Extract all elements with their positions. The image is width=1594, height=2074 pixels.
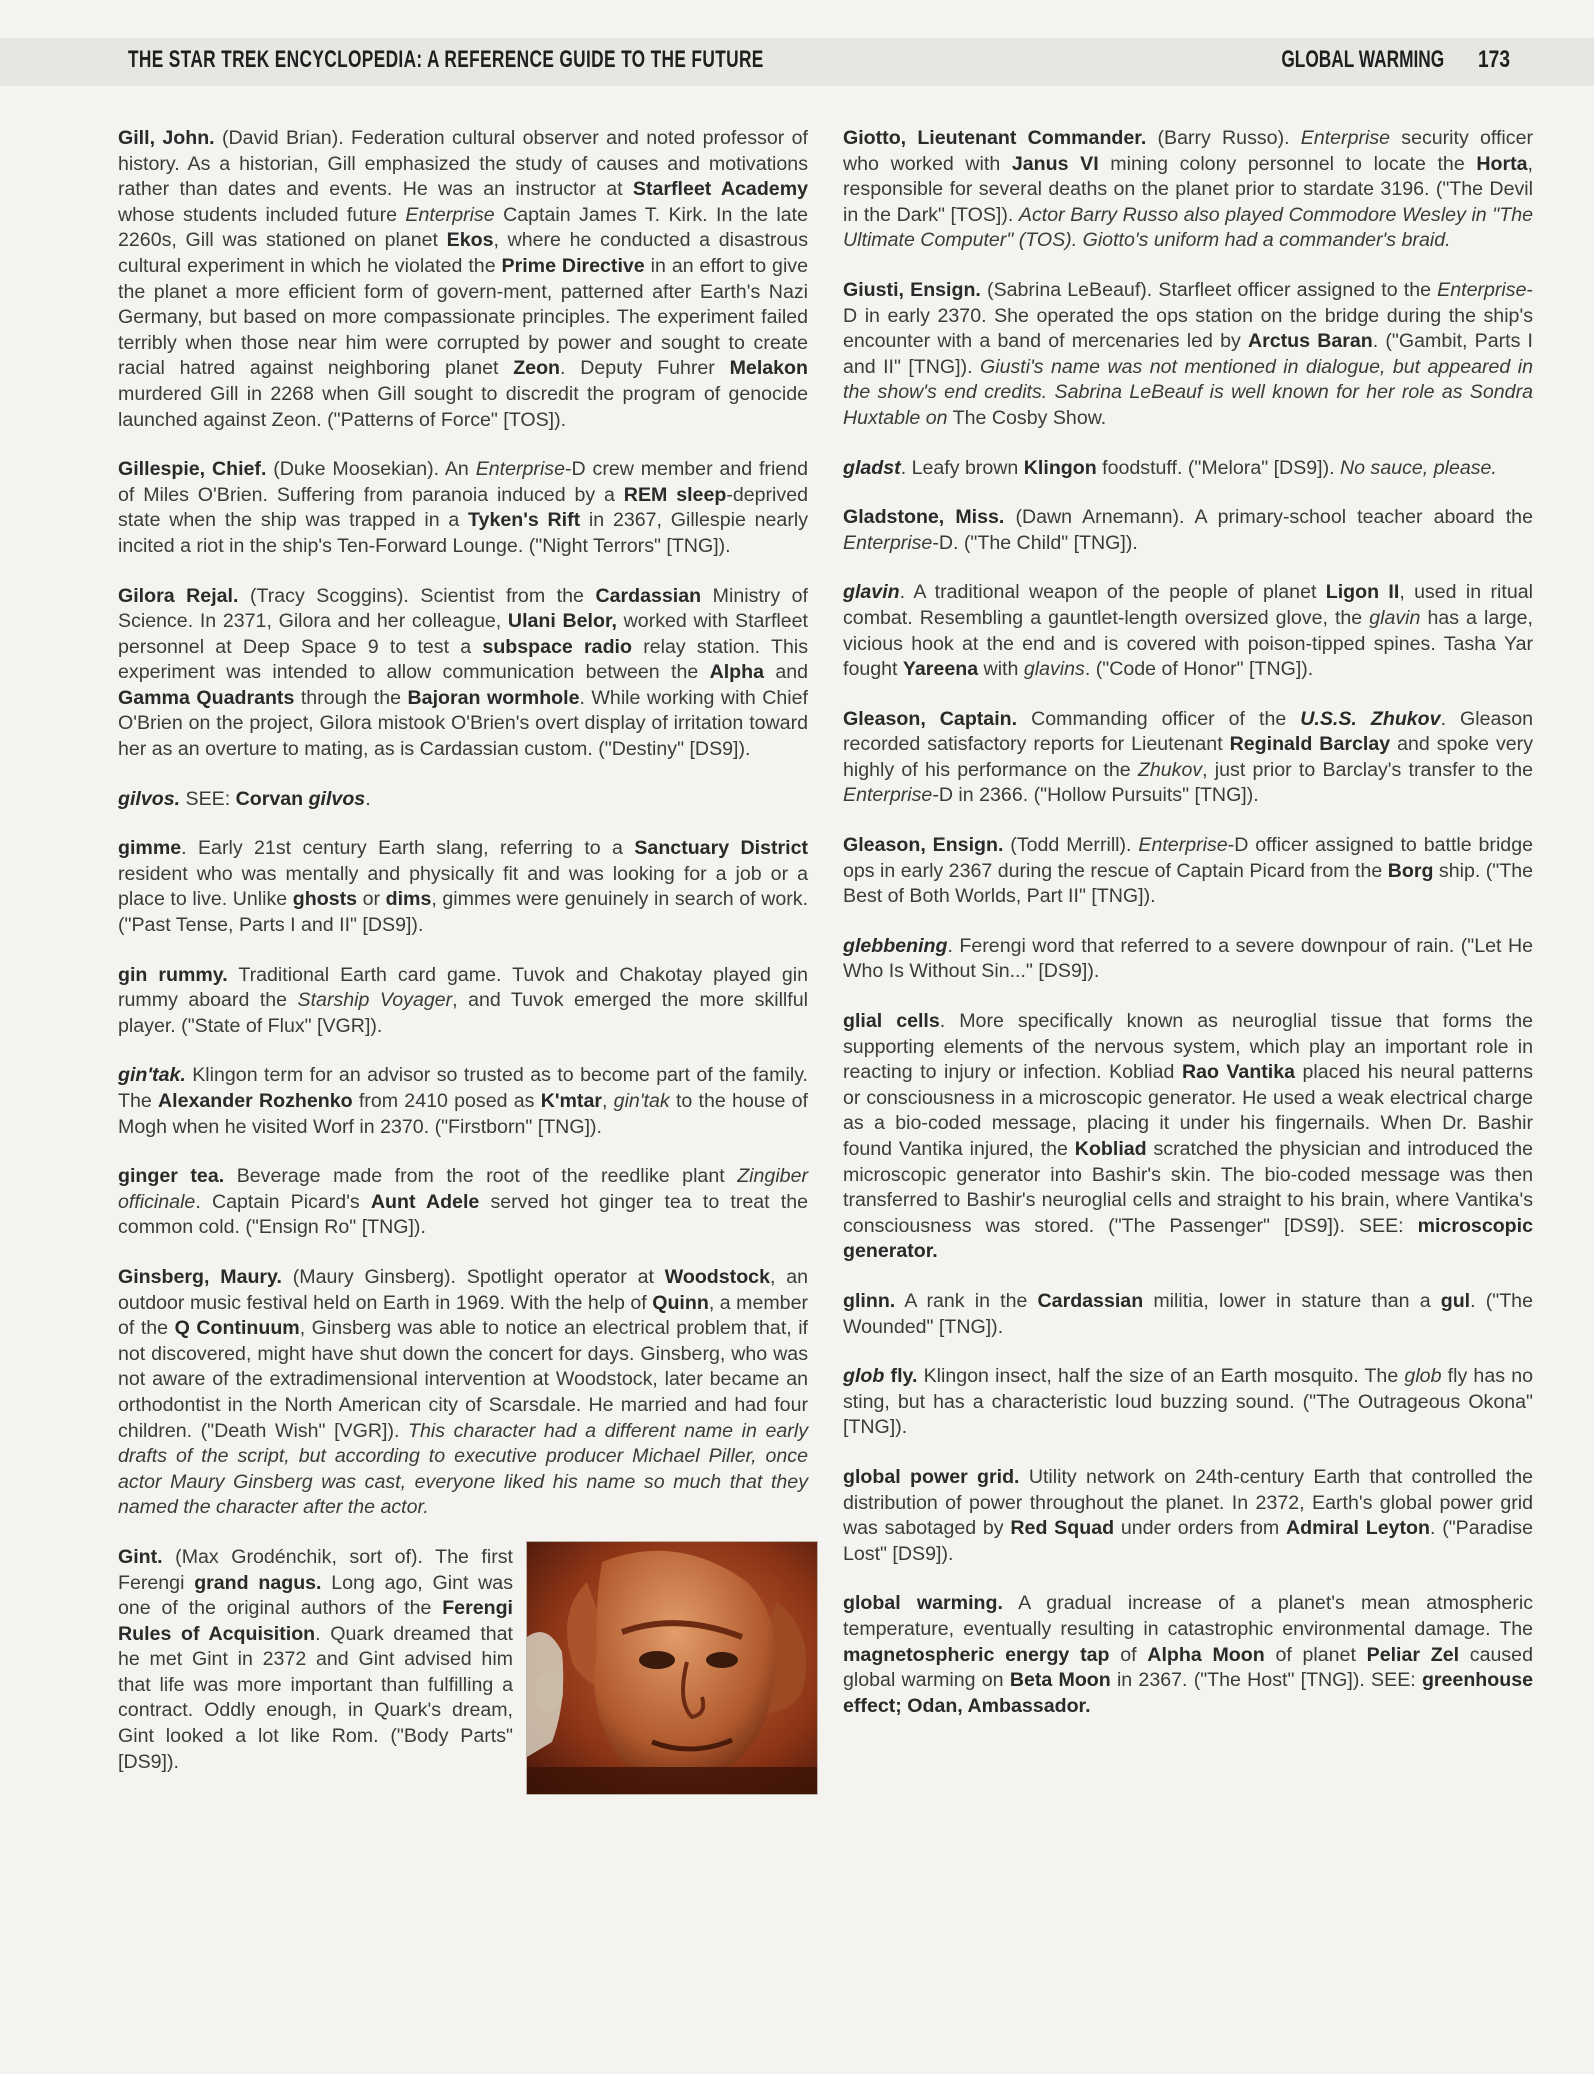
cross-reference: Q Continuum: [174, 1317, 300, 1340]
cross-reference: Red Squad: [1010, 1517, 1115, 1540]
entry-glinn: [843, 1289, 1533, 1340]
entry-text: SEE:: [180, 787, 236, 810]
cross-reference: Quinn: [652, 1291, 709, 1314]
entry-gleason-captain: [843, 707, 1533, 809]
entry-text: Traditional Earth card game. Tuvok and Chakotay played gin rummy aboard the: [118, 963, 808, 1012]
cross-reference: Ligon II: [1325, 581, 1400, 604]
ship-name: Starship Voyager: [297, 989, 453, 1012]
running-header: [0, 38, 1594, 86]
cross-reference: Rao Vantika: [1181, 1061, 1296, 1084]
cross-reference: Starfleet Academy: [632, 178, 809, 201]
entry-term: gin rummy.: [118, 963, 228, 986]
entry-term: global warming.: [843, 1592, 1003, 1615]
entry-text: of: [1109, 1643, 1148, 1666]
entry-term: global power grid.: [843, 1465, 1020, 1488]
entry-text: scratched the physician and introduced the microscopic generator into Bashir's skin. The bio-coded message was then transferred to Bashir's neuroglial cells and straight to his brain, where Vantika's consciousness was stored. ("The Passenger" [DS9]). SEE:: [843, 1138, 1533, 1237]
entry-text: in 2367, Gillespie nearly incited a riot in the ship's Ten-Forward Lounge. ("Night Terrors" [TNG]).: [118, 509, 808, 557]
entry-text: mining colony personnel to locate the: [1098, 152, 1477, 175]
entry-term: Gillespie, Chief.: [118, 458, 267, 481]
entry-text: of planet: [1264, 1643, 1367, 1666]
entry-glebbening: [843, 934, 1533, 985]
entry-term: gilvos.: [118, 787, 181, 810]
cross-reference: K'mtar: [540, 1090, 602, 1112]
entry-text: , and Tuvok emerged the more skillful player. ("State of Flux" [VGR]).: [118, 989, 808, 1037]
cross-reference: Ulani Belor,: [507, 610, 617, 633]
entry-term: glial cells: [843, 1010, 940, 1033]
entry-text: Beverage made from the root of the reedlike plant: [224, 1165, 738, 1188]
entry-gleason-ensign: [843, 833, 1533, 910]
entry-giotto: [843, 126, 1533, 254]
cross-reference: Alpha: [709, 661, 764, 684]
cross-reference: Cardassian: [1037, 1289, 1144, 1312]
entry-term: Gladstone, Miss.: [843, 506, 1005, 529]
cross-reference: Arctus Baran: [1247, 330, 1373, 353]
entry-text: ship. ("The Best of Both Worlds, Part II" [TNG]).: [843, 859, 1533, 908]
cross-reference: Kobliad: [1074, 1138, 1147, 1160]
entry-gladst: [843, 456, 1533, 482]
entry-text: in 2367. ("The Host" [TNG]). SEE:: [1110, 1669, 1422, 1692]
foreign-term: glob: [1404, 1365, 1442, 1388]
entry-text: Captain James T. Kirk. In the late 2260s, Gill was stationed on planet: [118, 203, 808, 252]
entry-text: has a large, vicious hook at the end and is covered with poison-tipped spines. Tasha Yar fought: [843, 606, 1533, 681]
entry-text: and spoke very highly of his performance on the: [843, 733, 1534, 781]
entry-text: (Duke Moosekian). An: [266, 458, 476, 481]
entry-text: with: [978, 658, 1024, 681]
cross-reference: dims: [385, 888, 432, 911]
entry-text: (Maury Ginsberg). Spotlight operator at: [281, 1265, 665, 1288]
entry-ginger-tea: [118, 1164, 808, 1241]
cross-reference: greenhouse effect; Odan, Ambassador.: [843, 1669, 1533, 1717]
entry-text: from 2410 posed as: [352, 1090, 541, 1112]
entry-term-italic: glob: [843, 1365, 885, 1388]
entry-text: .: [365, 787, 371, 810]
entry-text: and: [764, 661, 809, 684]
entry-text: whose students included future: [118, 203, 406, 226]
cross-reference: grand nagus.: [194, 1571, 322, 1594]
entry-text: . Deputy Fuhrer: [560, 357, 730, 380]
left-column: [118, 126, 808, 1799]
entry-text: Klingon insect, half the size of an Earth mosquito. The: [917, 1365, 1405, 1388]
cross-reference: magnetospheric energy tap: [843, 1643, 1110, 1666]
entry-text: . Leafy brown: [900, 456, 1024, 479]
entry-term: glavin: [843, 581, 900, 604]
entry-text: . ("Paradise Lost" [DS9]).: [843, 1517, 1534, 1565]
entry-text: worked with Starfleet personnel at Deep Space 9 to test a: [118, 610, 808, 658]
entry-gillespie-chief: [118, 457, 808, 559]
entry-term: Giusti, Ensign.: [843, 278, 981, 301]
ship-name: Enterprise: [405, 203, 495, 226]
entry-text: -D officer assigned to battle bridge ops in early 2367 during the rescue of Captain Picard from the: [843, 834, 1533, 882]
entry-term: Giotto, Lieutenant Commander.: [843, 127, 1147, 149]
entry-text: ,: [601, 1090, 614, 1112]
entry-text: (Sabrina LeBeauf). Starfleet officer assigned to the: [980, 278, 1438, 301]
entry-text: militia, lower in stature than a: [1143, 1289, 1441, 1312]
cross-reference: Beta Moon: [1009, 1669, 1111, 1692]
production-note: No sauce, please.: [1340, 456, 1497, 479]
entry-text: (Barry Russo).: [1146, 127, 1301, 149]
entry-gint: [118, 1545, 808, 1775]
cross-reference: subspace radio: [482, 635, 632, 658]
gint-photo: [526, 1541, 818, 1795]
entry-text: . Gleason recorded satisfactory reports for Lieutenant: [843, 707, 1533, 756]
cross-reference: Corvan: [235, 787, 309, 810]
entry-text: , used in ritual combat. Resembling a gauntlet-length oversized glove, the: [843, 581, 1533, 629]
cross-reference: Peliar Zel: [1366, 1643, 1460, 1666]
cross-reference: Gamma Quadrants: [118, 686, 295, 709]
entry-text: . Ferengi word that referred to a severe downpour of rain. ("Let He Who Is Without Sin..." [DS9]).: [843, 934, 1533, 983]
entry-text: resident who was mentally and physically fit and was looking for a job or a place to live. Unlike: [118, 862, 808, 911]
cross-reference: gul: [1440, 1289, 1471, 1312]
entry-gilora-rejal: [118, 584, 808, 763]
foreign-term: glavin: [1369, 606, 1421, 629]
entry-term: gladst: [843, 456, 901, 479]
entry-text: -D in early 2370. She operated the ops station on the bridge during the ship's encounter with a band of mercenaries led by: [843, 278, 1534, 353]
cross-reference: Bajoran wormhole: [407, 686, 580, 709]
cross-reference: microscopic generator.: [843, 1214, 1533, 1263]
entry-gimme: [118, 836, 808, 938]
entry-text: (Dawn Arnemann). A primary-school teacher aboard the: [1004, 506, 1533, 529]
book-title: THE STAR TREK ENCYCLOPEDIA: A REFERENCE GUIDE TO THE FUTURE: [128, 46, 764, 73]
entry-text: Long ago, Gint was one of the original authors of the: [118, 1571, 513, 1620]
cross-reference: Cardassian: [595, 584, 702, 607]
entry-term: gin'tak.: [118, 1064, 186, 1087]
entry-text: A gradual increase of a planet's mean atmospheric temperature, eventually resulting in catastrophic environmental damage. The: [843, 1592, 1533, 1640]
entry-term: Gilora Rejal.: [118, 584, 239, 607]
entry-text: . ("Gambit, Parts I and II" [TNG]).: [843, 330, 1534, 378]
entry-global-warming: [843, 1591, 1533, 1719]
entry-text: -D in 2366. ("Hollow Pursuits" [TNG]).: [932, 784, 1259, 807]
entry-text: -deprived state when the ship was trapped in a: [118, 483, 808, 532]
entry-text: The Cosby Show.: [947, 406, 1107, 429]
cross-reference: REM sleep: [623, 483, 727, 506]
entry-text: . Captain Picard's: [195, 1190, 371, 1213]
entry-term: glinn.: [843, 1289, 896, 1312]
latin-name: Zingiber officinale: [118, 1165, 808, 1213]
foreign-term: glavins: [1023, 658, 1085, 681]
entry-text: -D crew member and friend of Miles O'Brien. Suffering from paranoia induced by a: [118, 458, 809, 506]
cross-reference: Horta: [1476, 152, 1528, 175]
entry-text: placed his neural patterns or consciousness in a microscopic generator. He used a weak electrical charge as a bio-coded message, placing it under his fingernails. When Dr. Bashir found Vantika injured, the: [843, 1061, 1533, 1160]
right-column: [843, 126, 1533, 1743]
cross-reference: Klingon: [1023, 456, 1097, 479]
entry-text: . ("Code of Honor" [TNG]).: [1084, 658, 1314, 681]
entry-ginsberg-maury: [118, 1265, 808, 1521]
entry-text: . Early 21st century Earth slang, referring to a: [181, 837, 635, 860]
entry-text: . A traditional weapon of the people of planet: [899, 581, 1326, 604]
entry-text: foodstuff. ("Melora" [DS9]).: [1096, 456, 1341, 479]
entry-term: ginger tea.: [118, 1165, 225, 1188]
entry-text: served hot ginger tea to treat the common cold. ("Ensign Ro" [TNG]).: [118, 1190, 808, 1239]
cross-reference: Alexander Rozhenko: [158, 1090, 353, 1112]
cross-reference: Melakon: [729, 357, 808, 380]
entry-glial-cells: [843, 1009, 1533, 1265]
cross-reference: Woodstock: [664, 1265, 770, 1288]
entry-text: Ministry of Science. In 2371, Gilora and her colleague,: [118, 584, 808, 633]
cross-reference: Borg: [1387, 859, 1434, 882]
entry-text: (Todd Merrill).: [1003, 834, 1139, 857]
ship-name: Enterprise: [1300, 127, 1391, 149]
entry-text: Klingon term for an advisor so trusted as to become part of the family. The: [118, 1064, 808, 1112]
entry-term: gimme: [118, 837, 182, 860]
entry-text: caused global warming on: [843, 1643, 1533, 1692]
entry-glob-fly: [843, 1364, 1533, 1441]
entry-text: to the house of Mogh when he visited Worf in 2370. ("Firstborn" [TNG]).: [118, 1090, 808, 1138]
entry-term: glebbening: [843, 934, 948, 957]
entry-text: fly has no sting, but has a characteristic loud buzzing sound. ("The Outrageous Okona" [TNG]).: [843, 1365, 1533, 1439]
entry-term: Gill, John.: [118, 127, 215, 149]
entry-text: relay station. This experiment was intended to allow communication between the: [118, 635, 808, 684]
cross-reference: Aunt Adele: [370, 1190, 480, 1213]
entry-term: Gint.: [118, 1545, 163, 1568]
entry-text: . While working with Chief O'Brien on the project, Gilora mistook O'Brien's overt display of irritation toward her as an overture to mating, as is Cardassian custom. ("Destiny" [DS9]).: [118, 686, 808, 761]
cross-reference: Sanctuary District: [634, 837, 808, 860]
ship-name: Enterprise: [843, 531, 933, 554]
entry-text: -D. ("The Child" [TNG]).: [932, 531, 1138, 554]
cross-reference: Admiral Leyton: [1286, 1517, 1430, 1540]
entry-text: under orders from: [1114, 1517, 1287, 1540]
entry-text: Utility network on 24th-century Earth that controlled the distribution of power throughout the planet. In 2372, Earth's global power grid was sabotaged by: [843, 1465, 1534, 1540]
entry-global-power-grid: [843, 1465, 1533, 1567]
entry-text: , responsible for several deaths on the planet prior to stardate 3196. ("The Devil in the Dark" [TOS]).: [843, 152, 1533, 226]
entry-glavin: [843, 580, 1533, 682]
entry-text: , just prior to Barclay's transfer to the: [1202, 758, 1533, 781]
entry-text: (Max Grodénchik, sort of). The first Ferengi: [118, 1545, 513, 1594]
cross-reference: Alpha Moon: [1147, 1643, 1265, 1666]
cross-reference: Ferengi Rules of Acquisition: [118, 1597, 513, 1645]
entry-text: . More specifically known as neuroglial tissue that forms the supporting elements of the nervous system, which play an important role in reacting to injury or infection. Kobliad: [843, 1010, 1533, 1084]
cross-reference: Prime Directive: [501, 254, 645, 277]
ship-name: Enterprise: [475, 458, 565, 481]
entry-gill-john: [118, 126, 808, 433]
header-right: [1218, 46, 1514, 74]
entry-text: , where he conducted a disastrous cultural experiment in which he violated the: [118, 229, 808, 277]
entry-gladstone: [843, 505, 1533, 556]
entry-gintak: [118, 1063, 808, 1140]
cross-reference: Reginald Barclay: [1229, 733, 1391, 756]
entry-text: through the: [294, 686, 408, 709]
entry-term: fly.: [884, 1365, 918, 1388]
section-title: GLOBAL WARMING: [1281, 46, 1444, 73]
cross-reference: Ekos: [446, 229, 494, 252]
entry-term: Ginsberg, Maury.: [118, 1265, 282, 1288]
ferengi-portrait-image: [527, 1542, 817, 1794]
entry-text: Commanding officer of the: [1017, 707, 1301, 730]
entry-text: in an effort to give the planet a more efficient form of govern-ment, patterned after Earth's Nazi Germany, but based on more compassionate principles. The experiment failed terribly when those near him were corrupted by power and sought to create racial hatred against neighboring planet: [118, 254, 808, 380]
cross-reference: U.S.S. Zhukov: [1300, 707, 1441, 730]
entry-text: murdered Gill in 2268 when Gill sought to discredit the program of genocide launched against Zeon. ("Patterns of Force" [TOS]).: [118, 382, 808, 431]
entry-text: (Tracy Scoggins). Scientist from the: [238, 584, 596, 607]
foreign-term: gin'tak: [613, 1090, 670, 1112]
entry-text: . Quark dreamed that he met Gint in 2372 and Gint advised him that life was more important than fulfilling a contract. Oddly enough, in Quark's dream, Gint looked a lot like Rom. ("Body Parts" [DS9]).: [118, 1622, 513, 1773]
cross-reference: Yareena: [902, 658, 979, 681]
page-number: 173: [1477, 46, 1510, 73]
entry-text: , gimmes were genuinely in search of work. ("Past Tense, Parts I and II" [DS9]).: [118, 888, 809, 937]
ship-name: Enterprise: [1138, 834, 1228, 857]
production-note: This character had a different name in early drafts of the script, but according to executive producer Michael Piller, once actor Maury Ginsberg was cast, everyone liked his name so much that they named the character after the actor.: [118, 1419, 808, 1519]
entry-text: . ("The Wounded" [TNG]).: [843, 1289, 1533, 1338]
cross-reference: Tyken's Rift: [468, 509, 581, 532]
entry-gilvos: [118, 787, 808, 813]
entry-text: , a member of the: [118, 1291, 808, 1340]
cross-reference: ghosts: [292, 888, 358, 911]
entry-text: security officer who worked with: [843, 127, 1533, 175]
ship-name: Zhukov: [1137, 758, 1203, 781]
ship-name: Enterprise: [843, 784, 933, 807]
entry-term: Gleason, Ensign.: [843, 834, 1004, 857]
cross-reference: gilvos: [308, 787, 366, 810]
entry-gin-rummy: [118, 963, 808, 1040]
ship-name: Enterprise: [1437, 278, 1527, 301]
production-note: Actor Barry Russo also played Commodore Wesley in "The Ultimate Computer" (TOS). Giotto's uniform had a commander's braid.: [843, 203, 1533, 252]
entry-text: (David Brian). Federation cultural observer and noted professor of history. As a historian, Gill emphasized the study of causes and motivations rather than dates and events. He was an instructor at: [118, 127, 808, 201]
entry-text: , an outdoor music festival held on Earth in 1969. With the help of: [118, 1265, 809, 1314]
entry-term: Gleason, Captain.: [843, 707, 1018, 730]
cross-reference: Janus VI: [1011, 152, 1099, 175]
cross-reference: Zeon: [513, 357, 561, 380]
production-note: Giusti's name was not mentioned in dialogue, but appeared in the show's end credits. Sabrina LeBeauf is well known for her role as Sondra Huxtable on: [843, 355, 1533, 429]
entry-text: A rank in the: [895, 1289, 1038, 1312]
entry-text: , Ginsberg was able to notice an electrical problem that, if not discovered, might have shut down the concert for days. Ginsberg, who was not aware of the extradimensional intervention at Woodstock, later became an orthodontist in the North American city of Scarsdale. He married and had four children. ("Death Wish" [VGR]).: [118, 1317, 809, 1442]
entry-giusti: [843, 278, 1533, 432]
entry-text: or: [357, 888, 386, 911]
